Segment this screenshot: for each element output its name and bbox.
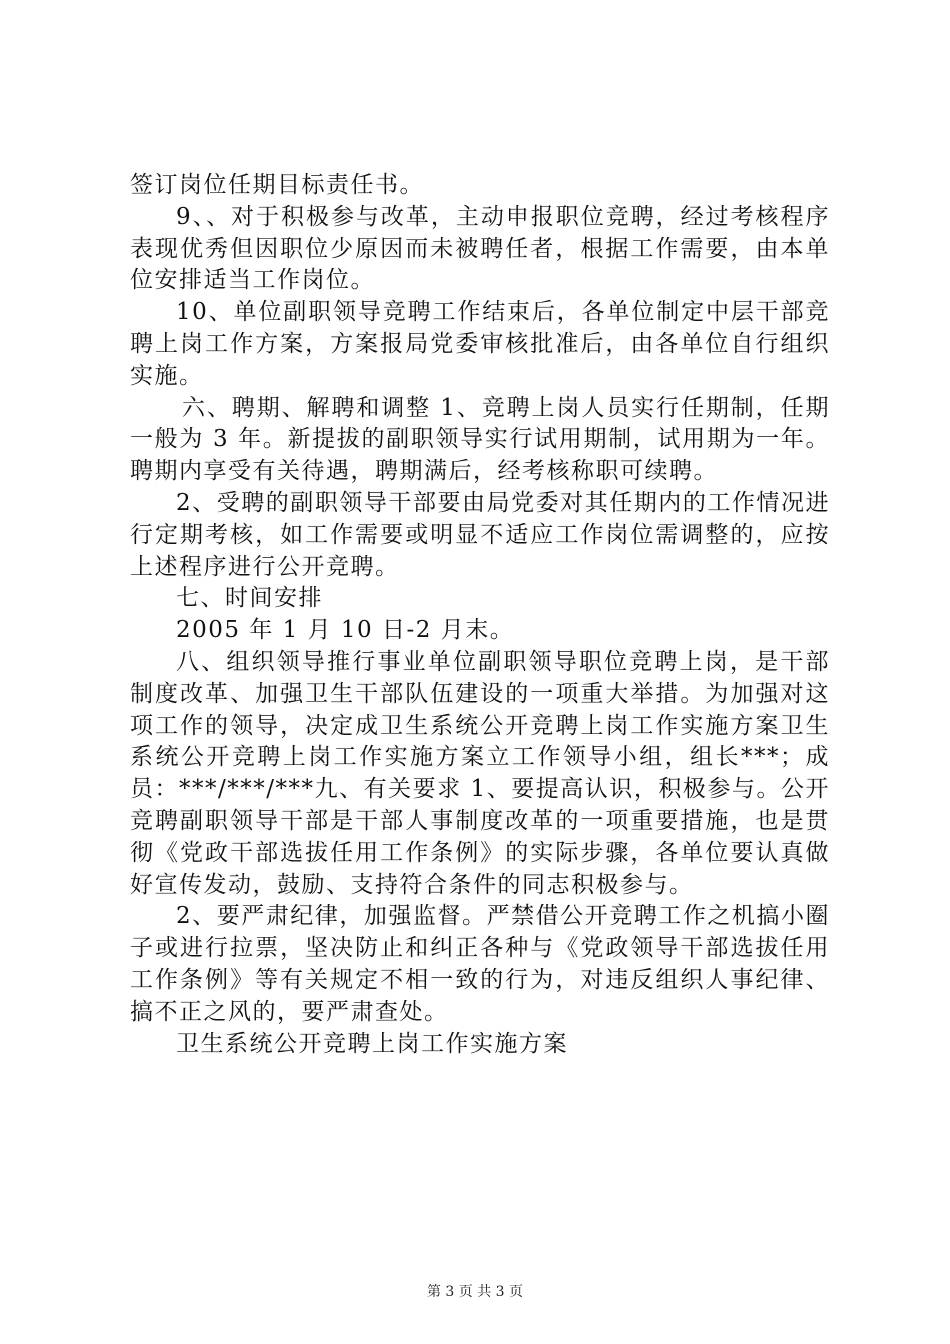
paragraph-7: 2005 年 1 月 10 日-2 月末。 [176, 617, 515, 644]
page-footer: 第 3 页 共 3 页 [426, 1284, 524, 1300]
paragraph-3: 10、单位副职领导竞聘工作结束后，各单位制定中层干部竞聘上岗工作方案，方案报局党委审核批准后，由各单位自行组织实施。 [130, 299, 830, 389]
paragraph-2: 9、、对于积极参与改革，主动申报职位竞聘，经过考核程序表现优秀但因职位少原因而未被聘任者，根据工作需要，由本单位安排适当工作岗位。 [130, 203, 830, 294]
document-body [130, 170, 830, 1060]
paragraph-1: 签订岗位任期目标责任书。 [130, 172, 424, 198]
paragraph-9: 2、要严肃纪律，加强监督。严禁借公开竞聘工作之机搞小圈子或进行拉票，坚决防止和纠正各种与《党政领导干部选拔任用工作条例》等有关规定不相一致的行为，对违反组织人事纪律、搞不正之风的，要严肃查处。 [130, 903, 830, 1025]
paragraph-6: 七、时间安排 [176, 585, 323, 612]
paragraph-8: 八、组织领导推行事业单位副职领导职位竞聘上岗，是干部制度改革、加强卫生干部队伍建设的一项重大举措。为加强对这项工作的领导，决定成卫生系统公开竞聘上岗工作实施方案卫生系统公开竞聘上岗工作实施方案立工作领导小组，组长***；成员：***/***/***九、有关要求 1、要提高认识，积极参与。公开竞聘副职领导干部是干部人事制度改革的一项重要措施，也是贯彻《党政干部选拔任用工作条例》的实际步骤，各单位要认真做好宣传发动，鼓励、支持符合条件的同志积极参与。 [130, 648, 830, 898]
paragraph-4: 六、聘期、解聘和调整 1、竞聘上岗人员实行任期制，任期一般为 3 年。新提拔的副职领导实行试用期制，试用期为一年。聘期内享受有关待遇，聘期满后，经考核称职可续聘。 [130, 394, 830, 485]
paragraph-5: 2、受聘的副职领导干部要由局党委对其任期内的工作情况进行定期考核，如工作需要或明显不适应工作岗位需调整的，应按上述程序进行公开竞聘。 [130, 489, 830, 580]
paragraph-10: 卫生系统公开竞聘上岗工作实施方案 [176, 1030, 568, 1057]
